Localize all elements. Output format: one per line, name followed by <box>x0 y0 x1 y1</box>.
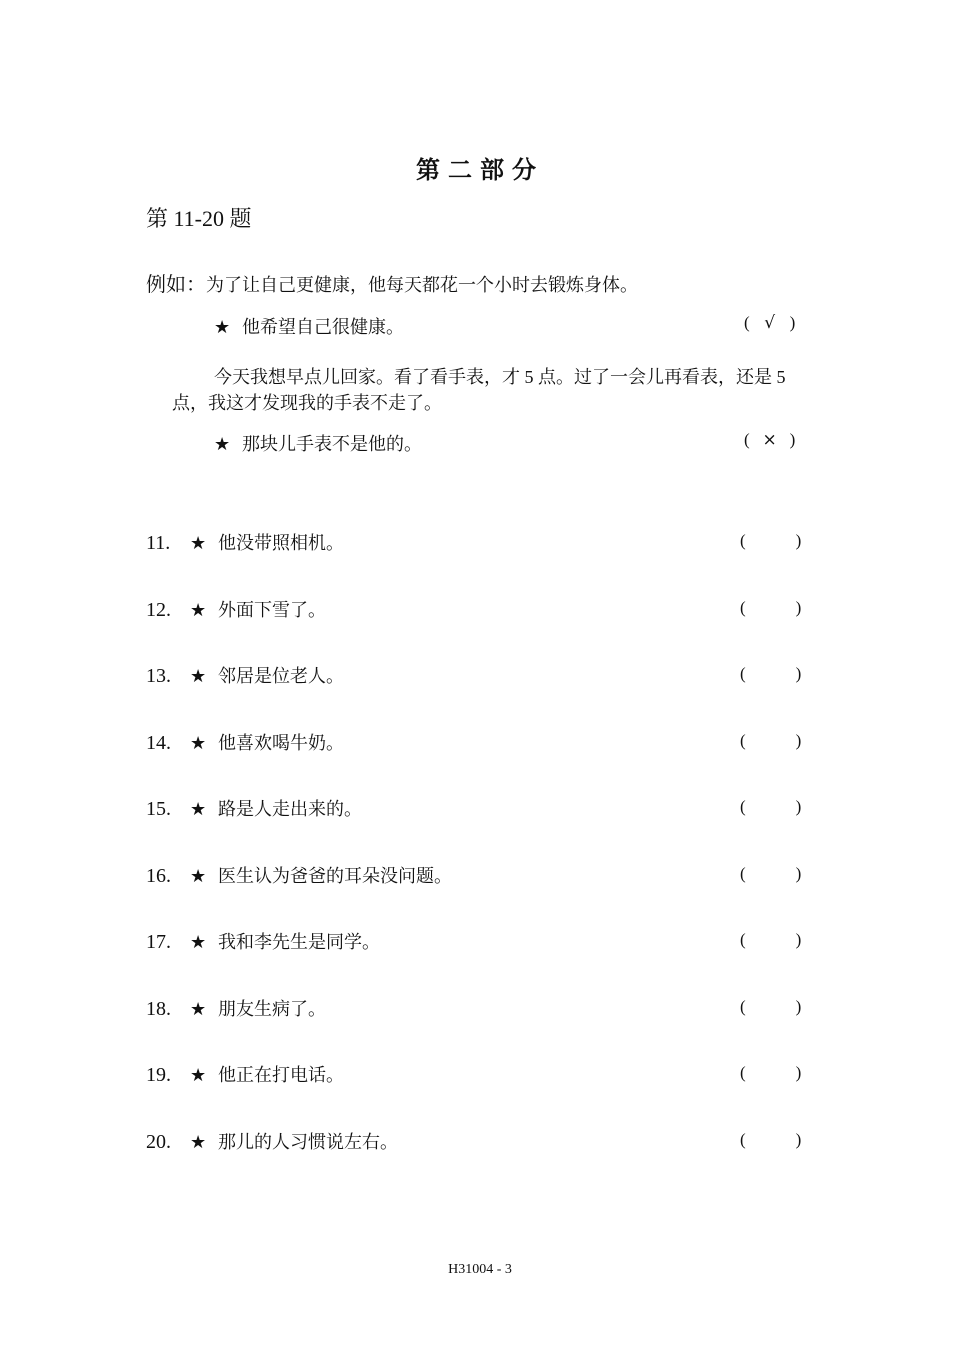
star-icon: ★ <box>190 1065 207 1086</box>
close-paren: ) <box>795 664 802 683</box>
question-number: 20. <box>146 1130 171 1153</box>
page-footer: H31004 - 3 <box>448 1262 512 1277</box>
close-paren: ) <box>795 1129 802 1149</box>
answer-blank[interactable] <box>740 1130 801 1150</box>
question-item <box>146 662 344 688</box>
close-paren: ) <box>789 313 796 332</box>
question-number: 19. <box>146 1064 171 1086</box>
star-icon: ★ <box>190 732 207 754</box>
star-icon: ★ <box>190 932 207 953</box>
open-paren: ( <box>740 863 746 883</box>
open-paren: ( <box>740 797 746 816</box>
question-text: 邻居是位老人。 <box>218 666 344 686</box>
example-answer-2 <box>744 430 795 450</box>
question-text: 我和李先生是同学。 <box>218 932 380 952</box>
example-label: 例如： <box>146 274 206 296</box>
answer-blank[interactable] <box>740 1063 801 1083</box>
open-paren: ( <box>740 664 746 683</box>
question-number: 12. <box>146 598 171 621</box>
open-paren: ( <box>744 313 750 332</box>
example-statement-text: 那块儿手表不是他的。 <box>242 434 422 454</box>
question-item <box>146 928 380 954</box>
example-statement-text: 他希望自己很健康。 <box>242 317 404 337</box>
checkmark-icon: √ <box>764 313 776 333</box>
question-number: 18. <box>146 997 171 1020</box>
question-item <box>146 729 344 755</box>
answer-blank[interactable] <box>740 864 801 884</box>
star-icon: ★ <box>190 998 207 1020</box>
example-statement-2 <box>214 430 422 456</box>
question-number: 11. <box>146 532 171 554</box>
open-paren: ( <box>740 930 746 949</box>
close-paren: ) <box>795 930 802 949</box>
star-icon: ★ <box>190 533 207 554</box>
answer-blank[interactable] <box>740 531 801 551</box>
close-paren: ) <box>795 730 802 750</box>
close-paren: ) <box>795 797 802 816</box>
example-sentence <box>146 268 638 297</box>
open-paren: ( <box>740 597 746 617</box>
section-title: 第二部分 <box>416 158 544 184</box>
example-text: 为了让自己更健康，他每天都花一个小时去锻炼身体。 <box>206 275 638 295</box>
close-paren: ) <box>789 430 796 449</box>
star-icon: ★ <box>190 865 207 887</box>
open-paren: ( <box>740 1063 746 1082</box>
answer-blank[interactable] <box>740 664 801 684</box>
question-text: 医生认为爸爸的耳朵没问题。 <box>218 865 452 886</box>
close-paren: ) <box>795 863 802 883</box>
star-icon: ★ <box>214 317 231 338</box>
question-number: 13. <box>146 665 171 687</box>
question-item <box>146 1061 344 1087</box>
question-item <box>146 795 362 821</box>
question-range: 第 11-20 题 <box>146 206 252 231</box>
close-paren: ) <box>795 1063 802 1082</box>
question-text: 路是人走出来的。 <box>218 799 362 819</box>
answer-blank[interactable] <box>740 731 801 751</box>
open-paren: ( <box>740 730 746 750</box>
question-item <box>146 995 326 1021</box>
answer-blank[interactable] <box>740 797 801 817</box>
question-item <box>146 1128 398 1154</box>
close-paren: ) <box>795 597 802 617</box>
answer-blank[interactable] <box>740 997 801 1017</box>
star-icon: ★ <box>190 666 207 687</box>
question-item <box>146 596 326 622</box>
question-text: 朋友生病了。 <box>218 998 326 1019</box>
question-number: 16. <box>146 864 171 887</box>
answer-blank[interactable] <box>740 598 801 618</box>
question-item <box>146 529 344 555</box>
star-icon: ★ <box>190 799 207 820</box>
star-icon: ★ <box>190 1131 207 1153</box>
open-paren: ( <box>740 996 746 1016</box>
star-icon: ★ <box>190 599 207 621</box>
close-paren: ) <box>795 996 802 1016</box>
question-text: 他没带照相机。 <box>218 533 344 553</box>
example-passage: 今天我想早点儿回家。看了看手表，才 5 点。过了一会儿再看表，还是 5 点，我这才发现我的手表不走了。 <box>172 367 786 413</box>
question-number: 17. <box>146 931 171 953</box>
question-text: 那儿的人习惯说左右。 <box>218 1131 398 1152</box>
question-text: 外面下雪了。 <box>218 599 326 620</box>
star-icon: ★ <box>214 434 231 455</box>
question-number: 15. <box>146 798 171 820</box>
open-paren: ( <box>740 531 746 550</box>
example-statement-1 <box>214 313 404 339</box>
question-number: 14. <box>146 731 171 754</box>
answer-blank[interactable] <box>740 930 801 950</box>
question-text: 他正在打电话。 <box>218 1065 344 1085</box>
question-item <box>146 862 452 888</box>
example-answer-1 <box>744 313 795 333</box>
open-paren: ( <box>740 1129 746 1149</box>
cross-icon: × <box>762 430 777 450</box>
question-text: 他喜欢喝牛奶。 <box>218 732 344 753</box>
close-paren: ) <box>795 531 802 550</box>
open-paren: ( <box>744 430 750 449</box>
